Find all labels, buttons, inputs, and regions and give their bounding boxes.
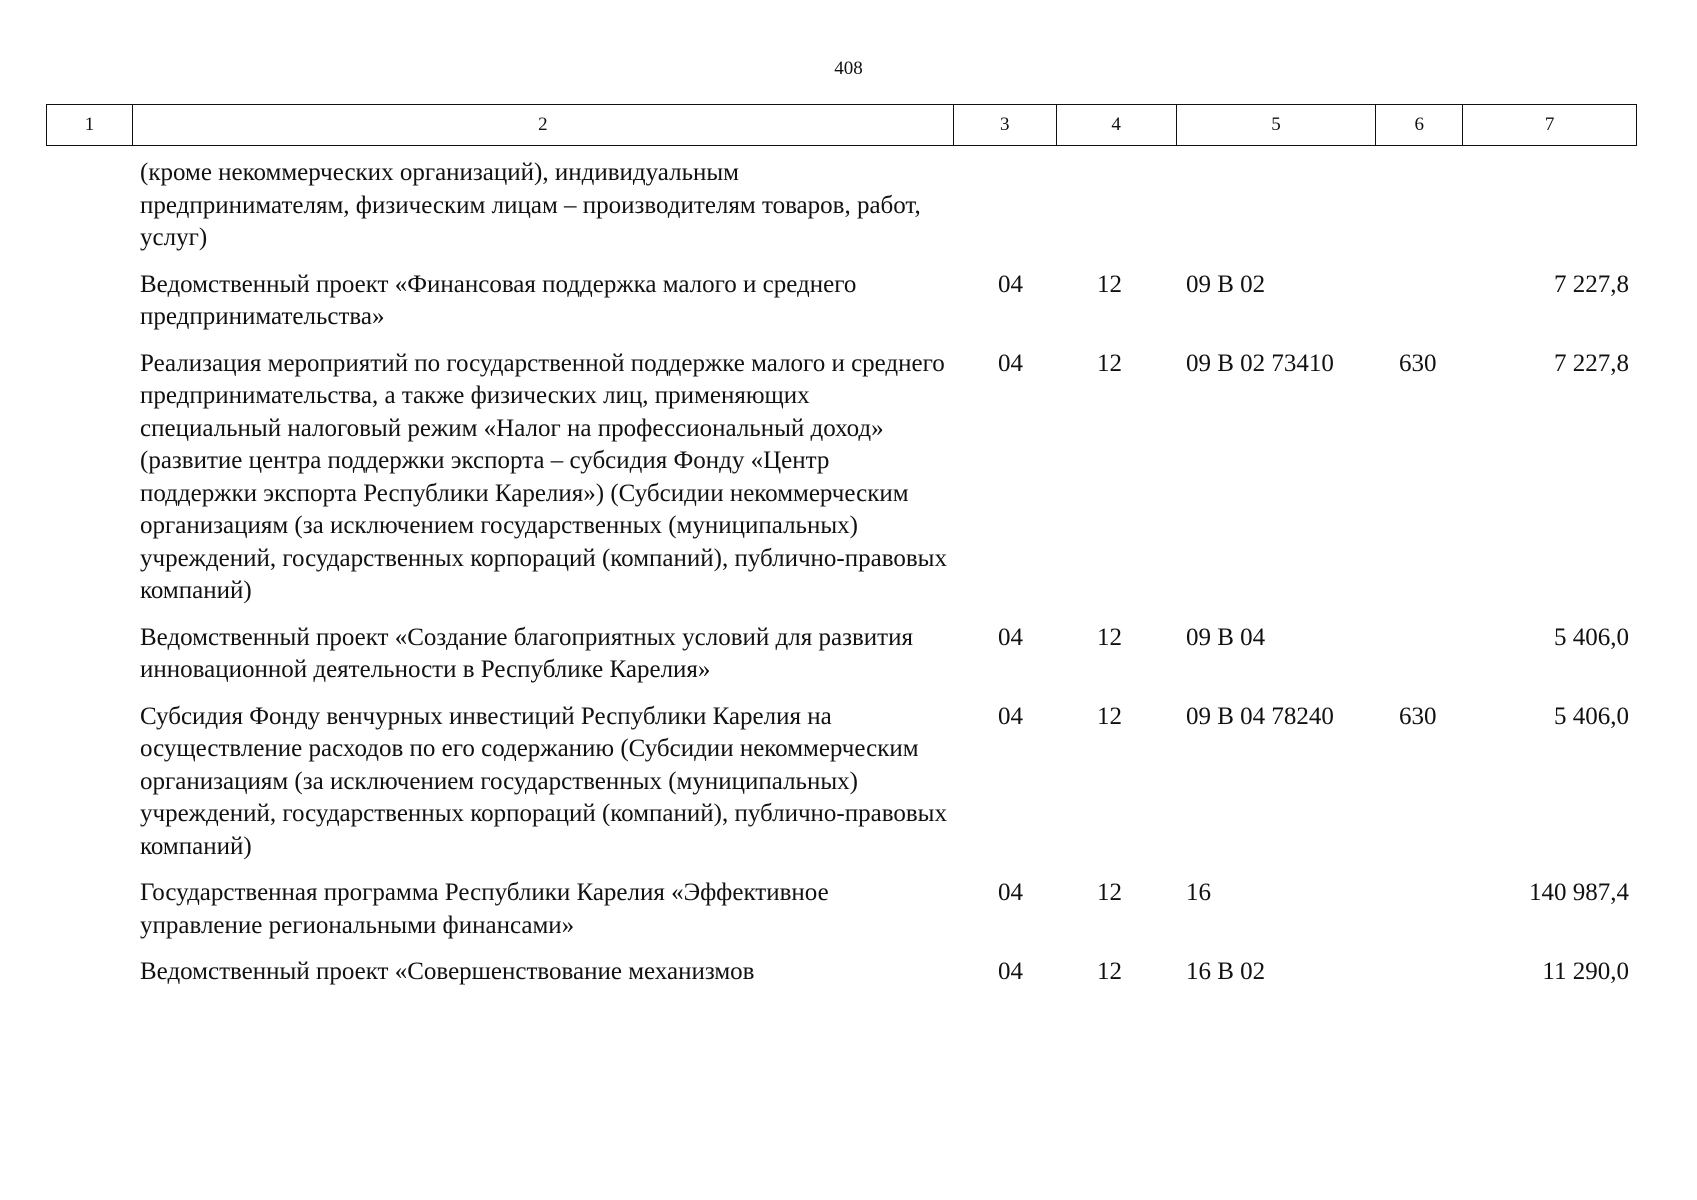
- row-amount: 140 987,4: [1529, 879, 1629, 906]
- row-description: Ведомственный проект «Совершенствование механизмов: [140, 958, 755, 985]
- row-description: Ведомственный проект «Создание благоприятных условий для развития инновационной деятельности в Республике Карелия»: [140, 623, 913, 683]
- row-section: [954, 157, 1057, 255]
- row-expense-type: 630: [1399, 702, 1437, 730]
- row-description: (кроме некоммерческих организаций), индивидуальным предпринимателям, физическим лицам – производителям товаров, работ, услуг): [140, 159, 921, 251]
- row-expense-type: 630: [1399, 349, 1437, 377]
- row-target-code: 09 В 02 73410: [1186, 349, 1334, 377]
- header-cell-1: 1: [47, 105, 133, 145]
- row-amount: 11 290,0: [1542, 958, 1629, 985]
- table-row: [46, 348, 1637, 608]
- row-target-code: 09 В 04 78240: [1186, 702, 1334, 730]
- row-description: Государственная программа Республики Карелия «Эффективное управление региональными финансами»: [140, 879, 829, 939]
- header-cell-3: 3: [954, 105, 1057, 145]
- row-target-code: 09 В 02: [1186, 270, 1266, 298]
- page-number: 408: [834, 58, 863, 79]
- row-section: 04: [998, 702, 1023, 730]
- table-row: [46, 956, 1637, 989]
- row-section: 04: [998, 879, 1023, 906]
- table-row: [46, 157, 1637, 255]
- header-cell-6: 6: [1376, 105, 1463, 145]
- table-body: [46, 157, 1637, 1003]
- row-amount: [1464, 157, 1637, 255]
- header-cell-4: 4: [1057, 105, 1177, 145]
- row-subsection: 12: [1097, 879, 1122, 906]
- row-section: 04: [998, 349, 1023, 377]
- table-row: [46, 701, 1637, 864]
- row-description: Ведомственный проект «Финансовая поддержка малого и среднего предпринимательства»: [140, 270, 857, 330]
- row-target-code: 16: [1186, 879, 1211, 906]
- row-amount: 5 406,0: [1554, 702, 1629, 730]
- header-cell-7: 7: [1544, 114, 1555, 135]
- row-section: 04: [998, 623, 1023, 651]
- table-row: [46, 269, 1637, 334]
- row-subsection: 12: [1097, 958, 1122, 985]
- row-target-code: 09 В 04: [1186, 623, 1266, 651]
- row-target-code: 16 В 02: [1186, 958, 1266, 985]
- row-subsection: 12: [1097, 623, 1122, 651]
- row-subsection: 12: [1097, 702, 1122, 730]
- row-expense-type: [1377, 622, 1464, 687]
- row-amount: 7 227,8: [1554, 349, 1629, 377]
- header-cell-5: 5: [1177, 105, 1377, 145]
- row-subsection: 12: [1097, 349, 1122, 377]
- row-expense-type: [1377, 269, 1464, 334]
- row-expense-type: [1377, 877, 1464, 942]
- row-target-code: [1177, 157, 1377, 255]
- row-subsection: [1057, 157, 1177, 255]
- row-description: Субсидия Фонду венчурных инвестиций Республики Карелия на осуществление расходов по его содержанию (Субсидии некоммерческим организациям (за исключением государственных (муниципальных) учреждений, государственных корпораций (компаний), публично-правовых компаний): [140, 702, 947, 860]
- row-amount: 7 227,8: [1554, 270, 1629, 298]
- header-cell-2: 2: [133, 105, 954, 145]
- row-expense-type: [1377, 956, 1464, 989]
- row-section: 04: [998, 270, 1023, 298]
- row-amount: 5 406,0: [1554, 623, 1629, 651]
- row-section: 04: [998, 958, 1023, 985]
- table-header: [46, 104, 1637, 146]
- row-expense-type: [1377, 157, 1464, 255]
- table-row: [46, 622, 1637, 687]
- table-row: [46, 877, 1637, 942]
- row-subsection: 12: [1097, 270, 1122, 298]
- row-description: Реализация мероприятий по государственной поддержке малого и среднего предпринимательства, а также физических лиц, применяющих специальный налоговый режим «Налог на профессиональный доход» (развитие центра поддержки экспорта – субсидия Фонду «Центр поддержки экспорта Республики Карелия») (Субсидии некоммерческим организациям (за исключением государственных (муниципальных) учреждений, государственных корпораций (компаний), публично-правовых компаний): [140, 349, 947, 604]
